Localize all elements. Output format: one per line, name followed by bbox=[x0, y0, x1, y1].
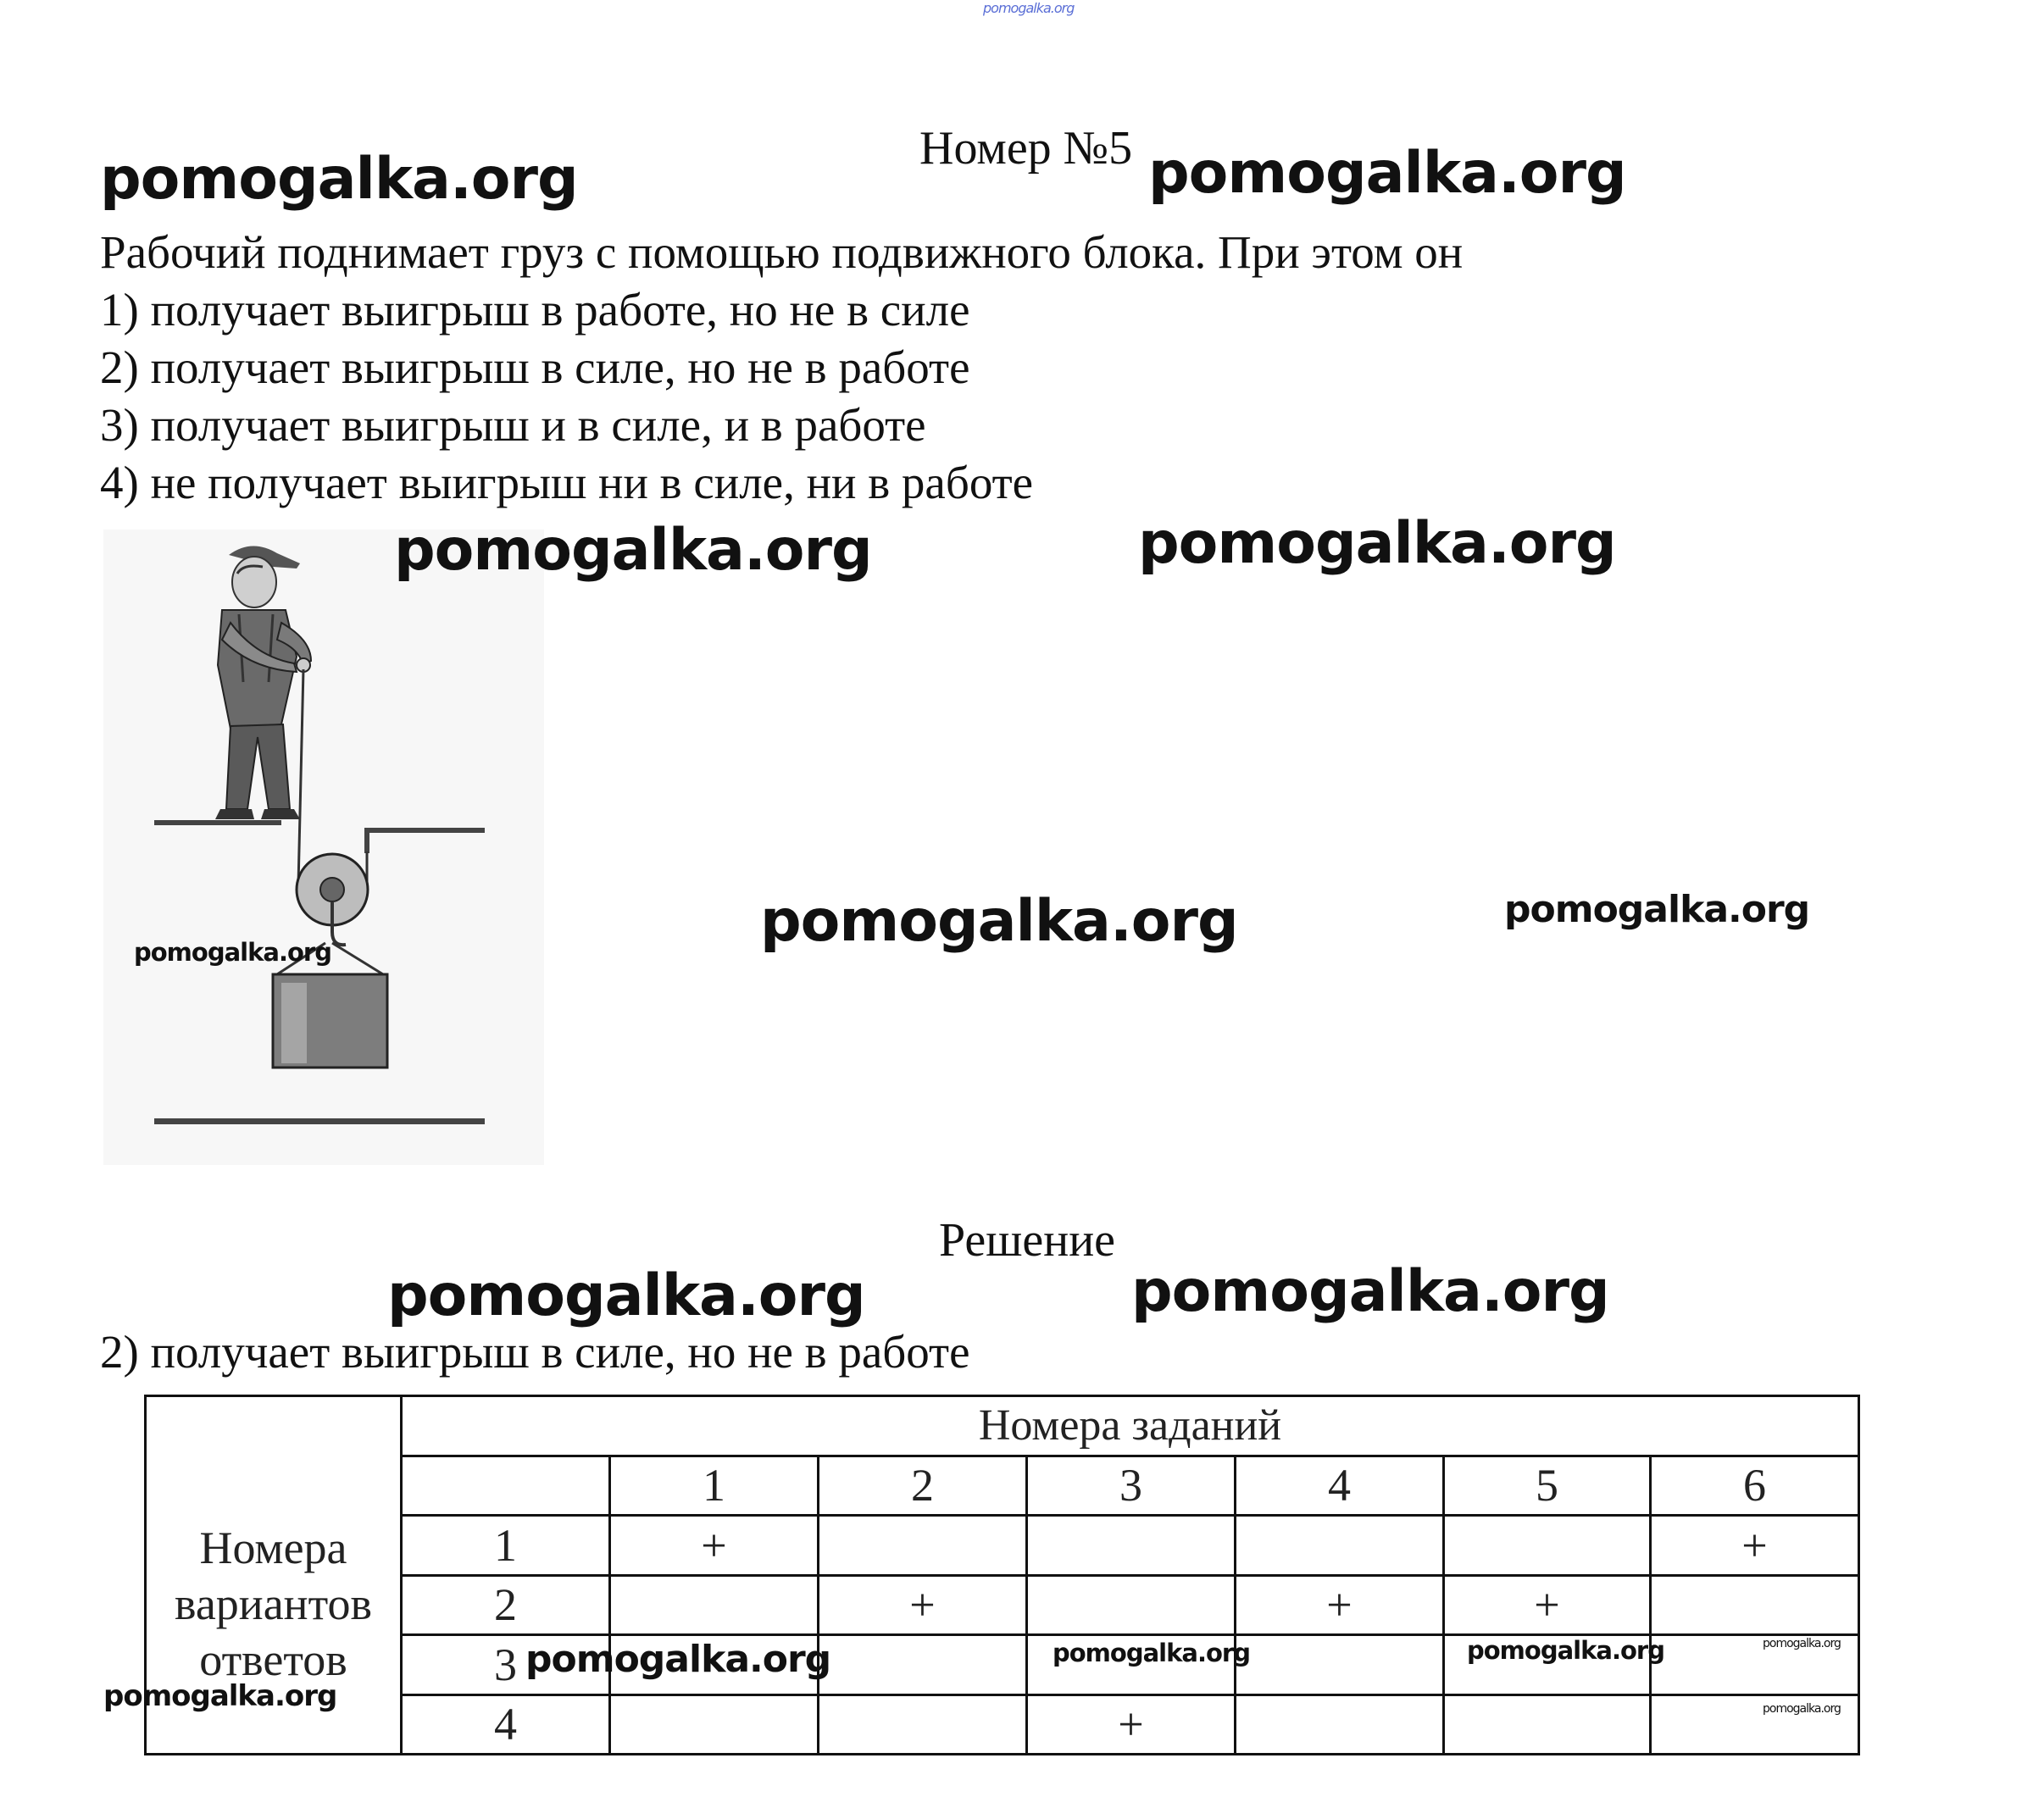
variant-number: 3 bbox=[402, 1635, 610, 1695]
watermark: pomogalka.org bbox=[1504, 888, 1810, 931]
pulley-illustration bbox=[103, 530, 544, 1165]
answer-cell bbox=[1236, 1635, 1444, 1695]
watermark: pomogalka.org bbox=[103, 1679, 337, 1713]
answer-cell: + bbox=[1236, 1575, 1444, 1635]
answer-cell: + bbox=[1027, 1694, 1236, 1755]
ground-line bbox=[154, 1118, 485, 1124]
empty-corner-cell bbox=[402, 1456, 610, 1516]
answer-cell bbox=[1444, 1516, 1651, 1576]
answer-cell bbox=[610, 1694, 819, 1755]
answer-cell bbox=[1236, 1516, 1444, 1576]
watermark: pomogalka.org bbox=[1763, 1637, 1841, 1650]
variant-number: 2 bbox=[402, 1575, 610, 1635]
table-row bbox=[146, 1516, 1859, 1576]
answer-cell bbox=[1651, 1575, 1859, 1635]
answer-cell bbox=[1236, 1694, 1444, 1755]
watermark: pomogalka.org bbox=[387, 1262, 865, 1329]
option-1: 1) получает выигрыш в работе, но не в силе bbox=[100, 284, 970, 336]
answer-cell bbox=[819, 1694, 1027, 1755]
answer-cell bbox=[1027, 1575, 1236, 1635]
watermark: pomogalka.org bbox=[525, 1638, 831, 1681]
answer-cell bbox=[610, 1575, 819, 1635]
table-row bbox=[146, 1694, 1859, 1755]
question-text: Рабочий поднимает груз с помощью подвижного блока. При этом он bbox=[100, 226, 1464, 278]
watermark: pomogalka.org bbox=[134, 938, 331, 967]
task-number-row bbox=[146, 1456, 1859, 1516]
variant-number: 1 bbox=[402, 1516, 610, 1576]
upper-platform bbox=[154, 820, 281, 825]
watermark: pomogalka.org bbox=[1131, 1258, 1609, 1325]
answer-cell bbox=[819, 1516, 1027, 1576]
task-number: 6 bbox=[1651, 1456, 1859, 1516]
answer-cell: + bbox=[819, 1575, 1027, 1635]
watermark: pomogalka.org bbox=[1148, 140, 1626, 207]
answer-cell: + bbox=[1444, 1575, 1651, 1635]
watermark: pomogalka.org bbox=[760, 888, 1238, 955]
task-number: 5 bbox=[1444, 1456, 1651, 1516]
answer-table bbox=[144, 1395, 1860, 1755]
col-header-cell: Номера заданий bbox=[402, 1396, 1859, 1456]
task-number: 1 bbox=[610, 1456, 819, 1516]
table-row bbox=[146, 1575, 1859, 1635]
task-number: 4 bbox=[1236, 1456, 1444, 1516]
solution-heading: Решение bbox=[939, 1214, 1116, 1267]
row-header-text: Номера вариантов ответов bbox=[175, 1522, 372, 1685]
option-3: 3) получает выигрыш и в силе, и в работе bbox=[100, 399, 926, 451]
watermark: pomogalka.org bbox=[100, 146, 578, 213]
watermark: pomogalka.org bbox=[394, 517, 872, 584]
watermark: pomogalka.org bbox=[1138, 510, 1616, 577]
answer-cell bbox=[1444, 1694, 1651, 1755]
watermark: pomogalka.org bbox=[1763, 1702, 1841, 1716]
answer-cell: + bbox=[1651, 1516, 1859, 1576]
task-number: 2 bbox=[819, 1456, 1027, 1516]
support-bar bbox=[364, 828, 485, 833]
watermark: pomogalka.org bbox=[1467, 1636, 1664, 1665]
option-2: 2) получает выигрыш в силе, но не в работе bbox=[100, 341, 970, 393]
watermark-top: pomogalka.org bbox=[983, 0, 1075, 16]
answer-cell bbox=[1027, 1516, 1236, 1576]
answer-cell: + bbox=[610, 1516, 819, 1576]
watermark: pomogalka.org bbox=[1053, 1639, 1250, 1667]
task-number: 3 bbox=[1027, 1456, 1236, 1516]
problem-title: Номер №5 bbox=[919, 122, 1133, 175]
variant-number: 4 bbox=[402, 1694, 610, 1755]
answer-cell bbox=[819, 1635, 1027, 1695]
solution-answer: 2) получает выигрыш в силе, но не в работе bbox=[100, 1326, 970, 1378]
option-4: 4) не получает выигрыш ни в силе, ни в работе bbox=[100, 457, 1034, 508]
